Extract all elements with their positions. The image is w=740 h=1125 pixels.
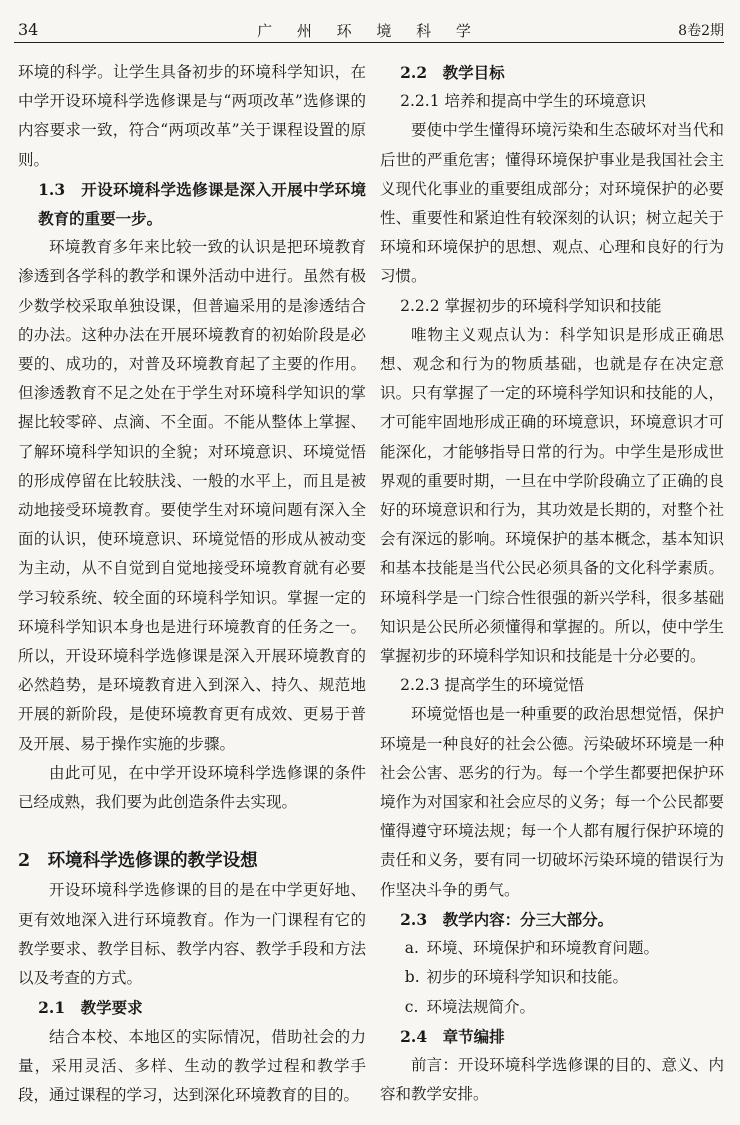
paragraph-2-2-1: 要使中学生懂得环境污染和生态破坏对当代和后世的严重危害；懂得环境保护事业是我国社会主义现代化事业的重要组成部分；对环境保护的必要性、重要性和紧迫性有较深刻的认识；树立起关于环境和环境保护的思想、观点、心理和良好的行为习惯。 — [380, 121, 724, 286]
paragraph-2-1: 结合本校、本地区的实际情况，借助社会的力量，采用灵活、多样、生动的教学过程和教学手段，通过课程的学习，达到深化环境教育的目的。 — [18, 1027, 366, 1104]
section-gap — [18, 817, 366, 841]
list-item — [380, 963, 724, 992]
section-heading-1-3: 1.3 开设环境科学选修课是深入开展中学环境教育的重要一步。 — [38, 179, 366, 229]
list-item — [380, 993, 724, 1022]
paragraph-2-4: 前言：开设环境科学选修课的目的、意义、内容和教学安排。 — [380, 1055, 724, 1104]
list-item-text: 初步的环境科学知识和技能。 — [426, 968, 628, 987]
page-header — [14, 8, 724, 43]
page-number: 34 — [18, 20, 39, 39]
section-heading-2-2-2: 2.2.2 掌握初步的环境科学知识和技能 — [400, 296, 662, 315]
intro-paragraph: 环境的科学。让学生具备初步的环境科学知识，在中学开设环境科学选修课是与“两项改革”选修课的内容要求一致，符合“两项改革”关于课程设置的原则。 — [18, 63, 366, 169]
issue-label: 8卷2期 — [678, 23, 724, 39]
list-item-text: 环境法规简介。 — [426, 997, 535, 1016]
paragraph-2: 开设环境科学选修课的目的是在中学更好地、更有效地深入进行环境教育。作为一门课程有它的教学要求、教学目标、教学内容、教学手段和方法以及考查的方式。 — [18, 881, 366, 988]
section-heading-2-2: 2.2 教学目标 — [400, 63, 505, 82]
list-item-text: 环境、环境保护和环境教育问题。 — [426, 939, 659, 958]
right-column — [380, 58, 724, 1109]
paragraph-2-2-2: 唯物主义观点认为：科学知识是形成正确思想、观念和行为的物质基础，也就是存在决定意识。只有掌握了一定的环境科学知识和技能的人，才可能牢固地形成正确的环境意识，环境意识才可能深化，才能够指导日常的行为。中学生是形成世界观的重要时期，一旦在中学阶段确立了正确的良好的环境意识和行为，其功效是长期的，对整个社会有深远的影响。环境保护的基本概念，基本知识和基本技能是当代公民必须具备的文化科学素质。环境科学是一门综合性很强的新兴学科，很多基础知识是公民所必须懂得和掌握的。所以，使中学生掌握初步的环境科学知识和技能是十分必要的。 — [380, 325, 724, 666]
section-heading-2: 2 环境科学选修课的教学设想 — [18, 851, 258, 872]
list-marker: b. — [404, 968, 420, 987]
list-marker: c. — [404, 997, 419, 1016]
section-heading-2-3: 2.3 教学内容：分三大部分。 — [400, 909, 614, 929]
section-heading-2-1: 2.1 教学要求 — [38, 998, 143, 1018]
list-item — [380, 934, 724, 963]
paragraph-1-3-a: 环境教育多年来比较一致的认识是把环境教育渗透到各学科的教学和课外活动中进行。虽然有极少数学校采取单独设课，但普遍采用的是渗透结合的办法。这种办法在开展环境教育的初始阶段是必要的、成功的，对普及环境教育起了主要的作用。但渗透教育不足之处在于学生对环境科学知识的掌握比较零碎、点滴、不全面。不能从整体上掌握、了解环境科学知识的全貌；对环境意识、环境觉悟的形成停留在比较肤浅、一般的水平上，而且是被动地接受环境教育。要使学生对环境问题有深入全面的认识，使环境意识、环境觉悟的形成从被动变为主动，从不自觉到自觉地接受环境教育就有必要学习较系统、较全面的环境科学知识。掌握一定的环境科学知识本身也是进行环境教育的任务之一。所以，开设环境科学选修课是深入开展环境教育的必然趋势，是环境教育进入到深入、持久、规范地开展的新阶段，是使环境教育更有成效、更易于普及开展、易于操作实施的步骤。 — [18, 238, 366, 753]
section-heading-2-2-3: 2.2.3 提高学生的环境觉悟 — [400, 676, 585, 695]
left-column — [18, 58, 366, 1110]
journal-title: 广 州 环 境 科 学 — [257, 22, 481, 40]
section-heading-2-2-1: 2.2.1 培养和提高中学生的环境意识 — [400, 92, 647, 111]
paragraph-1-3-b: 由此可见，在中学开设环境科学选修课的条件已经成熟，我们要为此创造条件去实现。 — [18, 763, 366, 812]
list-marker: a. — [404, 939, 419, 958]
paragraph-2-2-3: 环境觉悟也是一种重要的政治思想觉悟，保护环境是一种良好的社会公德。污染破坏环境是一种社会公害、恶劣的行为。每一个学生都要把保护环境作为对国家和社会应尽的义务；每一个公民都要懂得遵守环境法规；每一个人都有履行保护环境的责任和义务，要有同一切破坏污染环境的错误行为作坚决斗争的勇气。 — [380, 705, 724, 899]
section-heading-2-4: 2.4 章节编排 — [400, 1026, 505, 1046]
